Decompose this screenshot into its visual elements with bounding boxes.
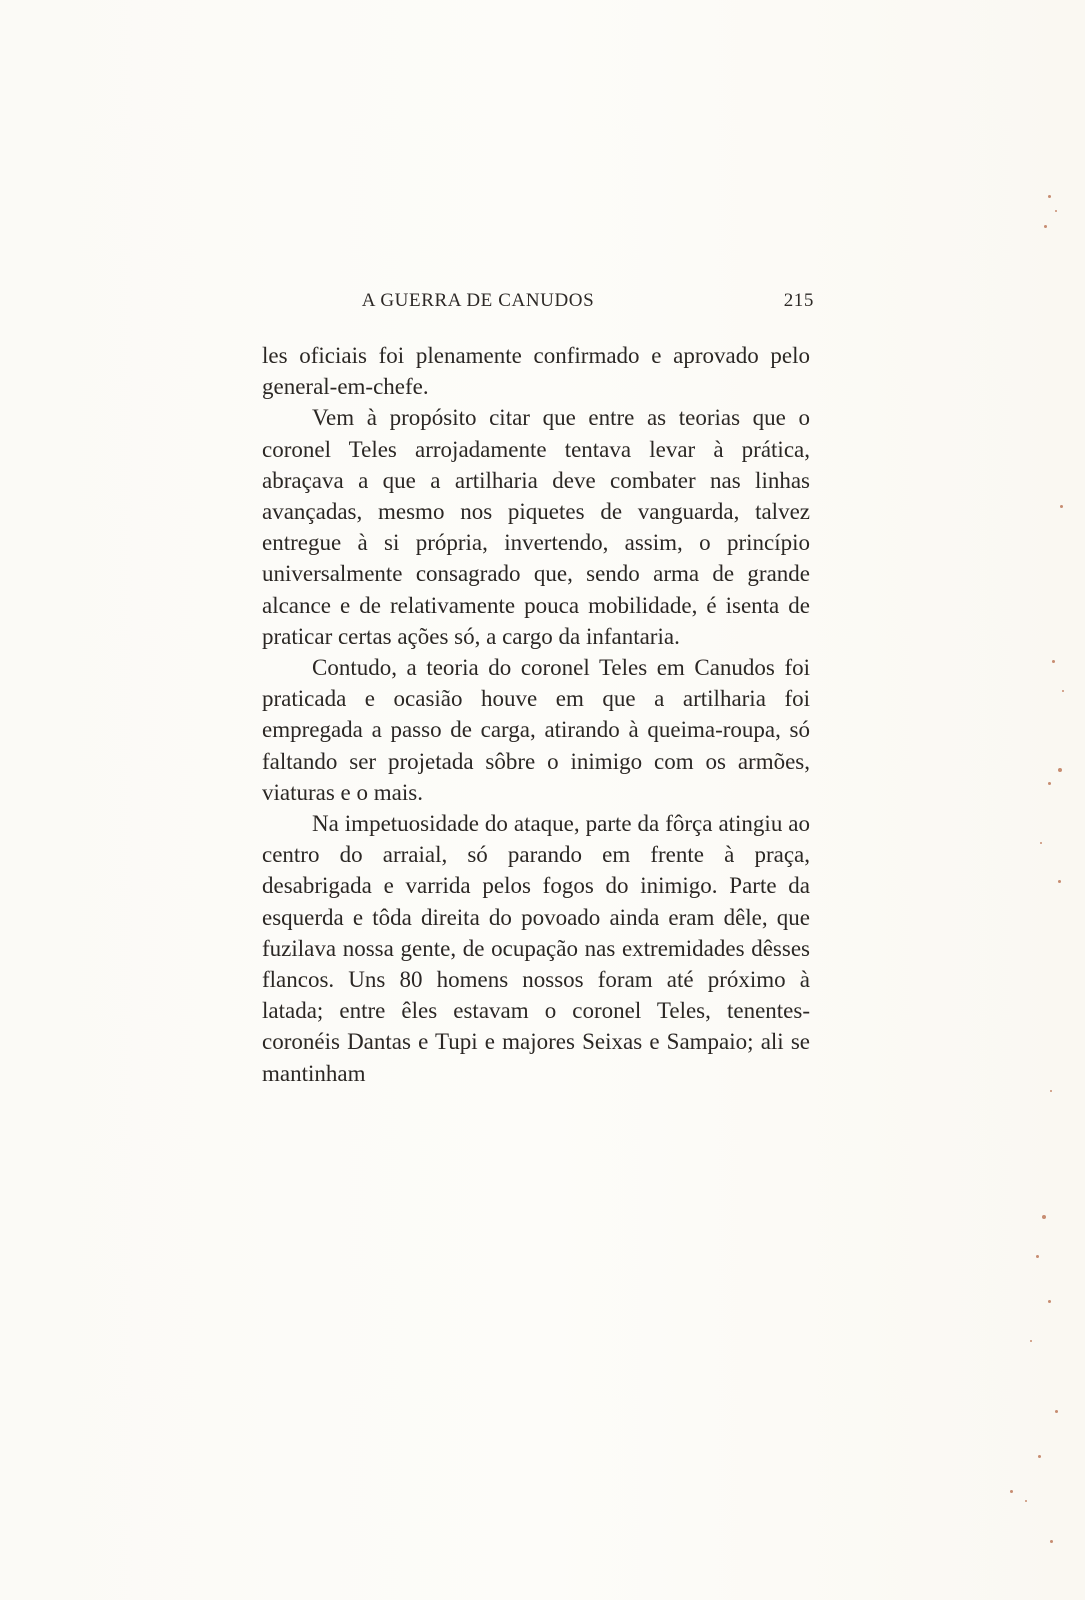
paragraph-3: Contudo, a teoria do coronel Teles em Canudos foi praticada e ocasião houve em que a artilharia foi empregada a passo de carga, atirando à queima-roupa, só faltando ser projetada sôbre o inimigo com os armões, viaturas e o mais. bbox=[262, 655, 810, 805]
body-text bbox=[262, 340, 810, 1089]
foxing-speck bbox=[1055, 210, 1057, 212]
foxing-speck bbox=[1036, 1255, 1039, 1258]
foxing-speck bbox=[1062, 690, 1064, 692]
paragraph-2: Vem à propósito citar que entre as teorias que o coronel Teles arrojadamente tentava levar à prática, abraçava a que a artilharia deve combater nas linhas avançadas, mesmo nos piquetes de vanguarda, talvez entregue à si própria, invertendo, assim, o princípio universalmente consagrado que, sendo arma de grande alcance e de relativamente pouca mobilidade, é isenta de praticar certas ações só, a cargo da infantaria. bbox=[262, 405, 810, 649]
foxing-speck bbox=[1048, 1300, 1051, 1303]
running-title: A GUERRA DE CANUDOS bbox=[361, 290, 595, 311]
foxing-speck bbox=[1060, 505, 1063, 508]
page-number: 215 bbox=[783, 290, 814, 311]
foxing-speck bbox=[1038, 1455, 1041, 1458]
foxing-speck bbox=[1025, 1500, 1027, 1502]
foxing-speck bbox=[1052, 660, 1055, 663]
foxing-speck bbox=[1058, 768, 1062, 772]
foxing-speck bbox=[1048, 195, 1051, 198]
foxing-speck bbox=[1030, 1340, 1032, 1342]
running-header bbox=[262, 290, 814, 320]
foxing-speck bbox=[1055, 1410, 1058, 1413]
paragraph-1: les oficiais foi plenamente confirmado e aprovado pelo general-em-chefe. bbox=[262, 343, 810, 400]
foxing-speck bbox=[1042, 1215, 1046, 1219]
foxing-speck bbox=[1044, 225, 1047, 228]
foxing-speck bbox=[1050, 1540, 1053, 1543]
foxing-speck bbox=[1048, 782, 1051, 785]
paragraph-4: Na impetuosidade do ataque, parte da fôrça atingiu ao centro do arraial, só parando em frente à praça, desabrigada e varrida pelos fogos do inimigo. Parte da esquerda e tôda direita do povoado ainda eram dêle, que fuzilava nossa gente, de ocupação nas extremidades dêsses flancos. Uns 80 homens nossos foram até próximo à latada; entre êles estavam o coronel Teles, tenentes-coronéis Dantas e Tupi e majores Seixas e Sampaio; ali se mantinham bbox=[262, 811, 810, 1086]
foxing-speck bbox=[1040, 842, 1042, 844]
foxing-speck bbox=[1010, 1490, 1013, 1493]
foxing-speck bbox=[1058, 880, 1061, 883]
foxing-speck bbox=[1050, 1090, 1052, 1092]
